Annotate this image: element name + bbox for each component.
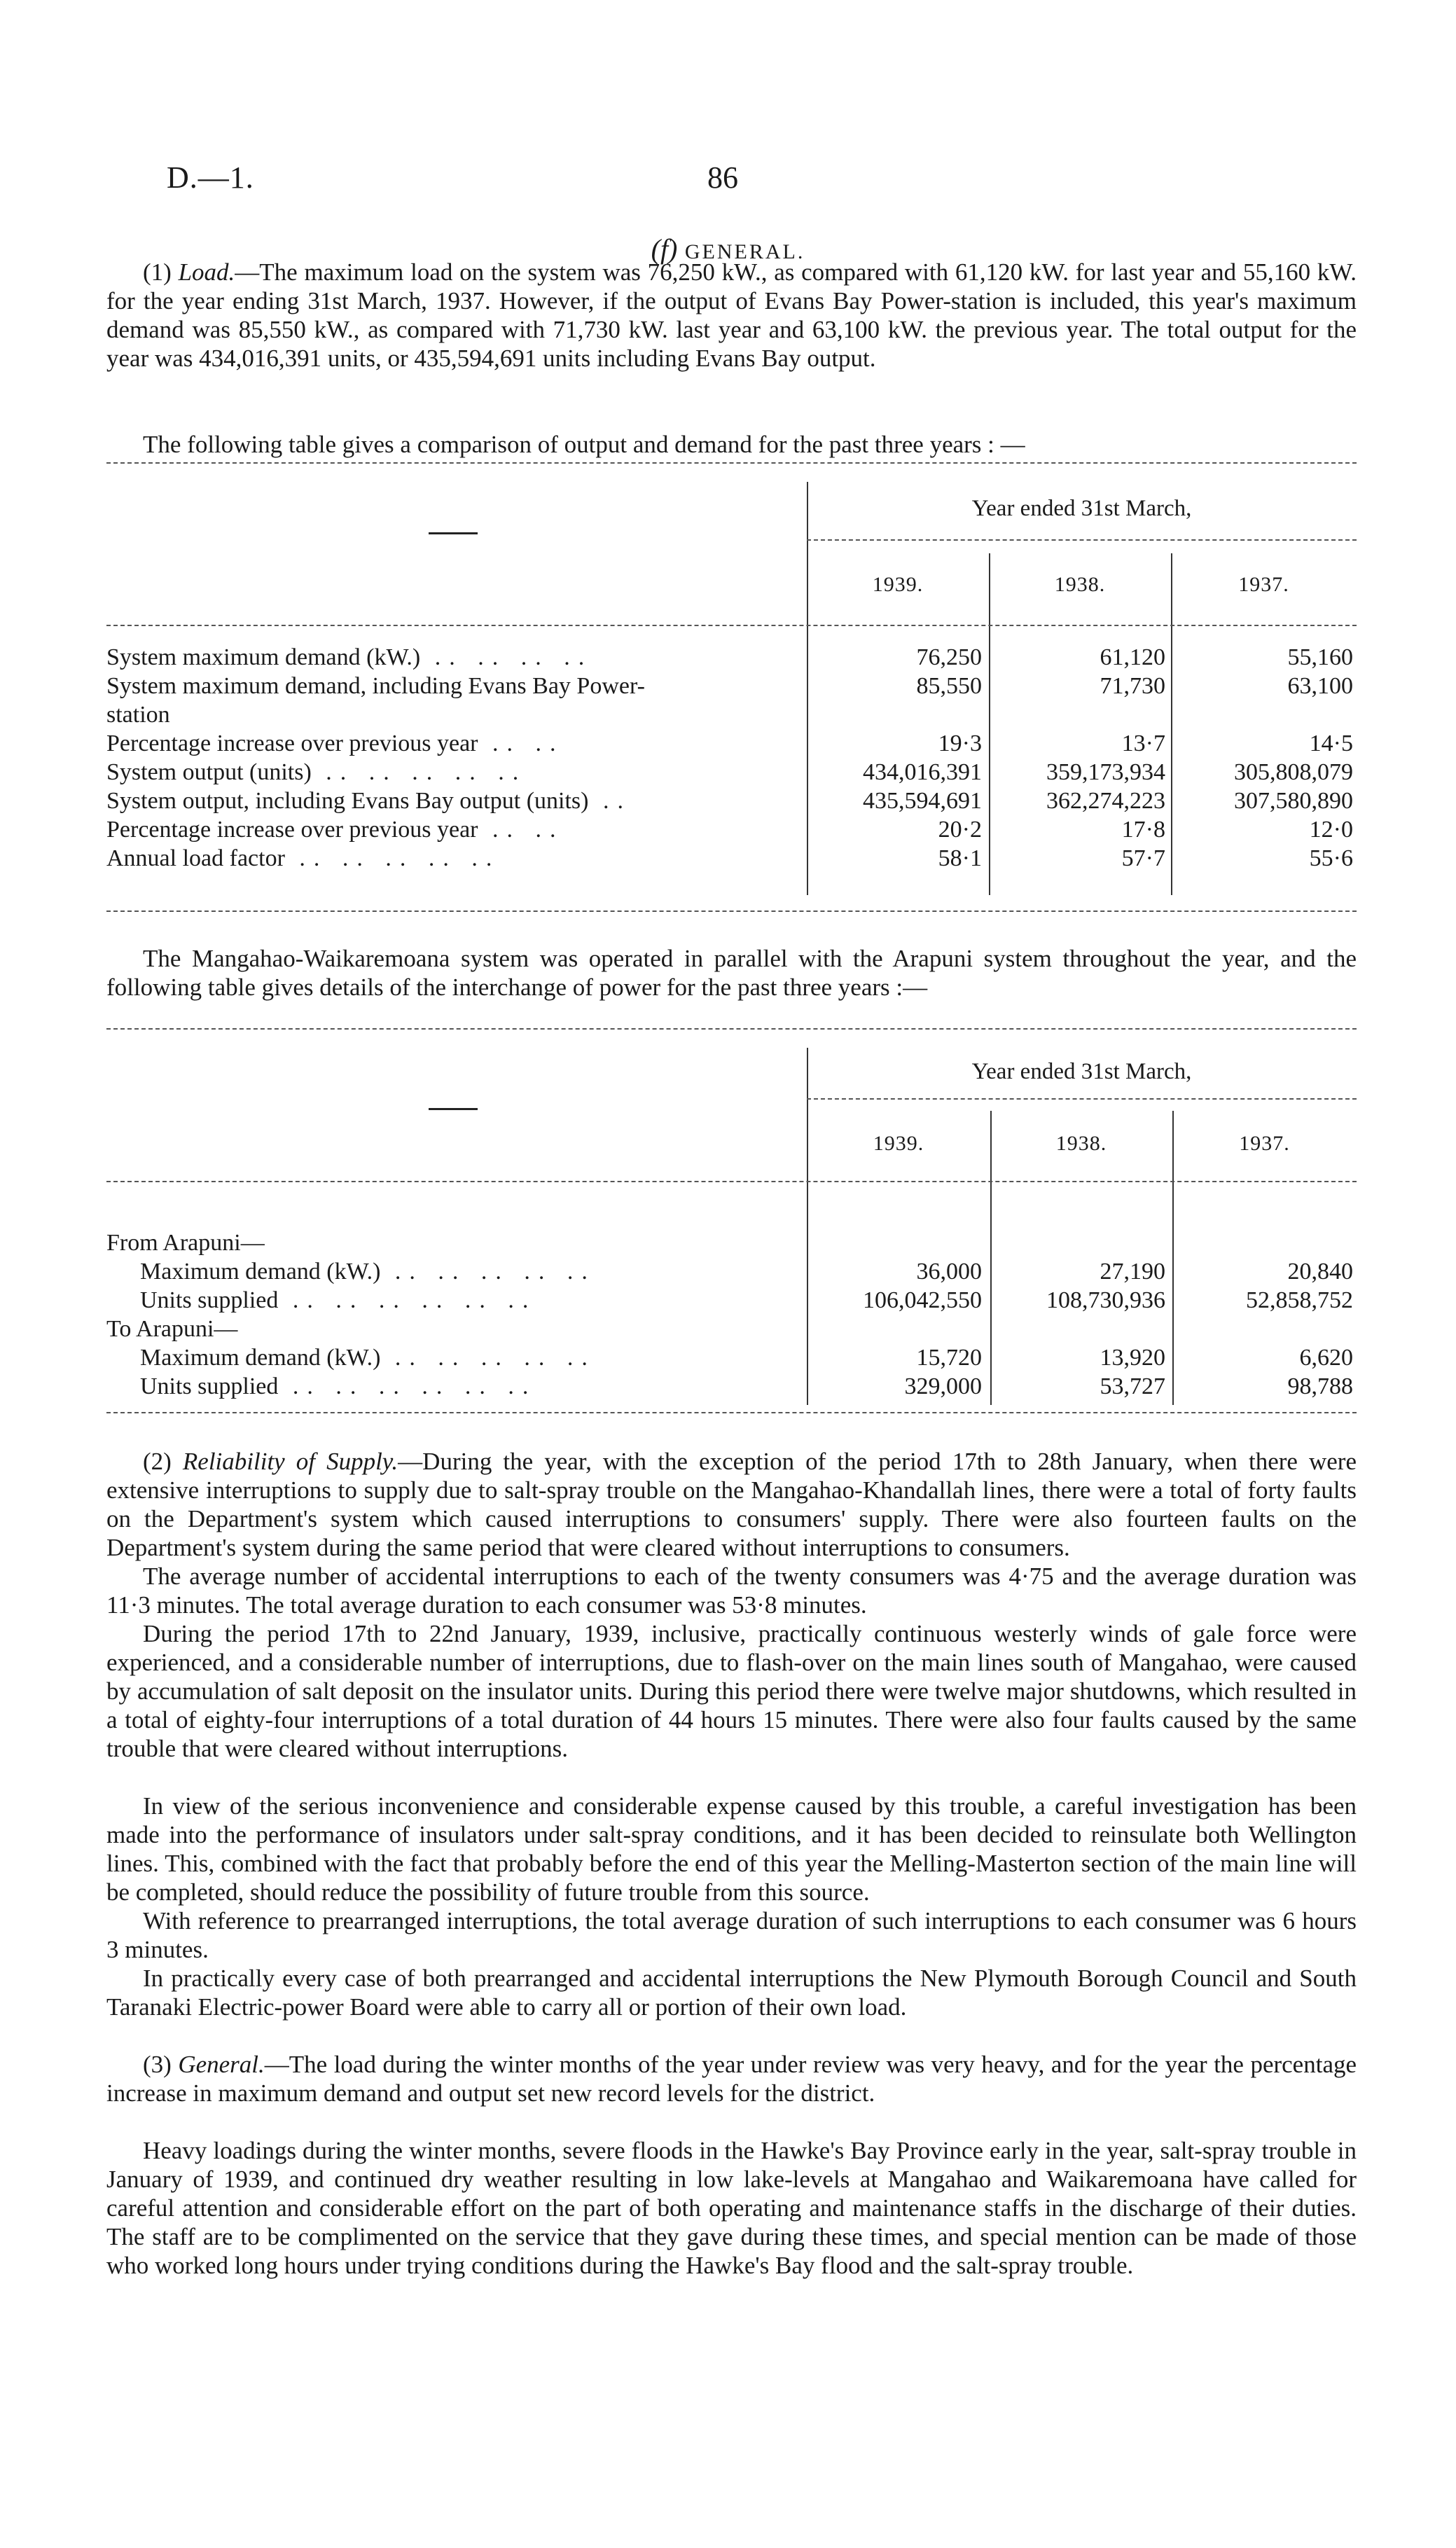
table-row	[106, 673, 1357, 701]
table-row	[106, 731, 1357, 759]
value-cell: 13·7	[1121, 731, 1165, 756]
comparison-table	[106, 462, 1357, 918]
value-cell: 61,120	[1100, 644, 1165, 670]
paragraph-load: (1) Load.—The maximum load on the system was 76,250 kW., as compared with 61,120 kW. for last year and 55,160 kW. for the year ending 31st March, 1937. However, if the output of Evans Bay Power-station is included, this year's maximum demand was 85,550 kW., as compared with 71,730 kW. last year and 63,100 kW. the previous year. The total output for the year was 434,016,391 units, or 435,594,691 units including Evans Bay output.	[106, 258, 1357, 372]
value-cell: 20·2	[938, 817, 982, 843]
year-heading-1938: 1938.	[1054, 573, 1106, 596]
value-cell: 98,788	[1287, 1373, 1353, 1399]
table-row	[106, 1316, 1357, 1344]
row-label: System maximum demand (kW.) .. .. .. ..	[106, 644, 593, 670]
section-label: (f)	[651, 233, 678, 265]
row-label: Units supplied .. .. .. .. .. ..	[140, 1373, 537, 1399]
row-label: station	[106, 702, 170, 728]
leader-dots: .. .. .. .. ..	[311, 759, 527, 785]
row-label: Percentage increase over previous year .. ..	[106, 817, 564, 843]
value-cell: 55·6	[1309, 845, 1353, 871]
paragraph-heavy: Heavy loadings during the winter months, severe floods in the Hawke's Bay Province early in the year, salt-spray trouble in January of 1939, and continued dry weather resulting in low lake-levels at Mangahao and Waikaremoana have called for careful attention and considerable effort on the part of both operating and maintenance staffs in the discharge of their duties. The staff are to be complimented on the service that they gave during these times, and special mention can be made of those who worked long hours under trying conditions during the Hawke's Bay flood and the salt-spray trouble.	[106, 2137, 1357, 2279]
value-cell: 55,160	[1287, 644, 1353, 670]
value-cell: 434,016,391	[863, 759, 982, 785]
value-cell: 52,858,752	[1246, 1287, 1353, 1313]
row-label: To Arapuni—	[106, 1316, 238, 1342]
value-cell: 53,727	[1100, 1373, 1165, 1399]
stub-head	[429, 532, 478, 534]
group-heading: Year ended 31st March,	[971, 1059, 1192, 1084]
value-cell: 85,550	[916, 673, 982, 699]
table-row	[106, 1230, 1357, 1258]
table-row	[106, 759, 1357, 787]
value-cell: 63,100	[1287, 673, 1353, 699]
row-label: System maximum demand, including Evans Bay Power-	[106, 673, 645, 699]
value-cell: 36,000	[916, 1259, 982, 1285]
table-row	[106, 1259, 1357, 1287]
value-cell: 58·1	[938, 845, 982, 871]
row-label: Annual load factor .. .. .. .. ..	[106, 845, 501, 871]
stub-head	[429, 1108, 478, 1110]
row-label: System output (units) .. .. .. .. ..	[106, 759, 527, 785]
table-row	[106, 817, 1357, 845]
leader-dots: .. .. .. .. .. ..	[278, 1373, 537, 1399]
paragraph-average: The average number of accidental interruptions to each of the twenty consumers was 4·75 and the average duration was 11·3 minutes. The total average duration to each consumer was 53·8 minutes.	[106, 1563, 1357, 1619]
document-reference: D.—1.	[167, 160, 254, 195]
row-label: Maximum demand (kW.) .. .. .. .. ..	[140, 1259, 596, 1285]
value-cell: 71,730	[1100, 673, 1165, 699]
table-row	[106, 1373, 1357, 1401]
interchange-table	[106, 1028, 1357, 1420]
page-number: 86	[707, 160, 738, 195]
value-cell: 57·7	[1121, 845, 1165, 871]
value-cell: 106,042,550	[863, 1287, 982, 1313]
value-cell: 108,730,936	[1046, 1287, 1165, 1313]
heading-general: General.	[178, 2051, 265, 2078]
leader-dots: .. .. .. .. ..	[284, 845, 501, 871]
value-cell: 362,274,223	[1046, 788, 1165, 814]
value-cell: 27,190	[1100, 1259, 1165, 1285]
value-cell: 305,808,079	[1234, 759, 1353, 785]
table-row	[106, 702, 1357, 730]
leader-dots: .. .. .. .. .. ..	[278, 1287, 537, 1313]
leader-dots: .. .. .. .. ..	[380, 1345, 596, 1371]
paragraph-table1-intro: The following table gives a comparison of output and demand for the past three years : —	[143, 431, 1025, 458]
leader-dots: ..	[588, 788, 632, 814]
value-cell: 14·5	[1309, 731, 1353, 756]
row-label: System output, including Evans Bay output (units) ..	[106, 788, 632, 814]
paragraph-practically: In practically every case of both prearranged and accidental interruptions the New Plymouth Borough Council and South Taranaki Electric-power Board were able to carry all or portion of their own load.	[106, 1965, 1357, 2021]
section-heading: GENERAL.	[684, 240, 805, 263]
value-cell: 17·8	[1121, 817, 1165, 843]
value-cell: 13,920	[1100, 1345, 1165, 1371]
value-cell: 76,250	[916, 644, 982, 670]
value-cell: 435,594,691	[863, 788, 982, 814]
value-cell: 19·3	[938, 731, 982, 756]
group-heading: Year ended 31st March,	[971, 496, 1192, 521]
table-row	[106, 845, 1357, 873]
value-cell: 20,840	[1287, 1259, 1353, 1285]
leader-dots: .. .. .. .. ..	[380, 1259, 596, 1285]
value-cell: 15,720	[916, 1345, 982, 1371]
paragraph-period: During the period 17th to 22nd January, 1939, inclusive, practically continuous westerly winds of gale force were experienced, and a considerable number of interruptions, due to flash-over on the main lines south of Mangahao, were caused by accumulation of salt deposit on the insulator units. During this period there were twelve major shutdowns, which resulted in a total of eighty-four interruptions of a total duration of 44 hours 15 minutes. There were also four faults caused by the same trouble that were cleared without interruptions.	[106, 1620, 1357, 1762]
paragraph-table2-intro: The Mangahao-Waikaremoana system was operated in parallel with the Arapuni system throughout the year, and the following table gives details of the interchange of power for the past three years :—	[106, 945, 1357, 1001]
leader-dots: .. .. .. ..	[420, 644, 593, 670]
value-cell: 307,580,890	[1234, 788, 1353, 814]
leader-dots: .. ..	[478, 731, 564, 756]
paragraph-general: (3) General.—The load during the winter months of the year under review was very heavy, and for the year the percentage increase in maximum demand and output set new record levels for the district.	[106, 2051, 1357, 2107]
table-row	[106, 644, 1357, 672]
paragraph-view: In view of the serious inconvenience and considerable expense caused by this trouble, a careful investigation has been made into the performance of insulators under salt-spray conditions, and it has been decided to reinsulate both Wellington lines. This, combined with the fact that probably before the end of this year the Melling-Masterton section of the main line will be completed, should reduce the possibility of future trouble from this source.	[106, 1792, 1357, 1906]
row-label: Units supplied .. .. .. .. .. ..	[140, 1287, 537, 1313]
value-cell: 329,000	[904, 1373, 982, 1399]
heading-reliability: Reliability of Supply.	[182, 1448, 398, 1475]
table-row	[106, 788, 1357, 816]
row-label: Maximum demand (kW.) .. .. .. .. ..	[140, 1345, 596, 1371]
heading-load: Load.	[178, 258, 235, 286]
value-cell: 359,173,934	[1046, 759, 1165, 785]
table-row	[106, 1345, 1357, 1373]
value-cell: 12·0	[1309, 817, 1353, 843]
leader-dots: .. ..	[478, 817, 564, 843]
paragraph-reliability: (2) Reliability of Supply.—During the year, with the exception of the period 17th to 28th January, when there were extensive interruptions to supply due to salt-spray trouble on the Mangahao-Khandallah lines, there were a total of forty faults on the Department's system which caused interruptions to consumers' supply. There were also fourteen faults on the Department's system during the same period that were cleared without interruptions to consumers.	[106, 1448, 1357, 1561]
year-heading-1937: 1937.	[1238, 573, 1289, 596]
value-cell: 6,620	[1299, 1345, 1353, 1371]
paragraph-prearranged: With reference to prearranged interruptions, the total average duration of such interruptions to each consumer was 6 hours 3 minutes.	[106, 1907, 1357, 1963]
year-heading-1939: 1939.	[873, 1132, 924, 1155]
row-label: From Arapuni—	[106, 1230, 265, 1256]
year-heading-1937: 1937.	[1239, 1132, 1290, 1155]
year-heading-1939: 1939.	[872, 573, 924, 596]
row-label: Percentage increase over previous year .. ..	[106, 731, 564, 756]
table-row	[106, 1287, 1357, 1315]
year-heading-1938: 1938.	[1055, 1132, 1107, 1155]
